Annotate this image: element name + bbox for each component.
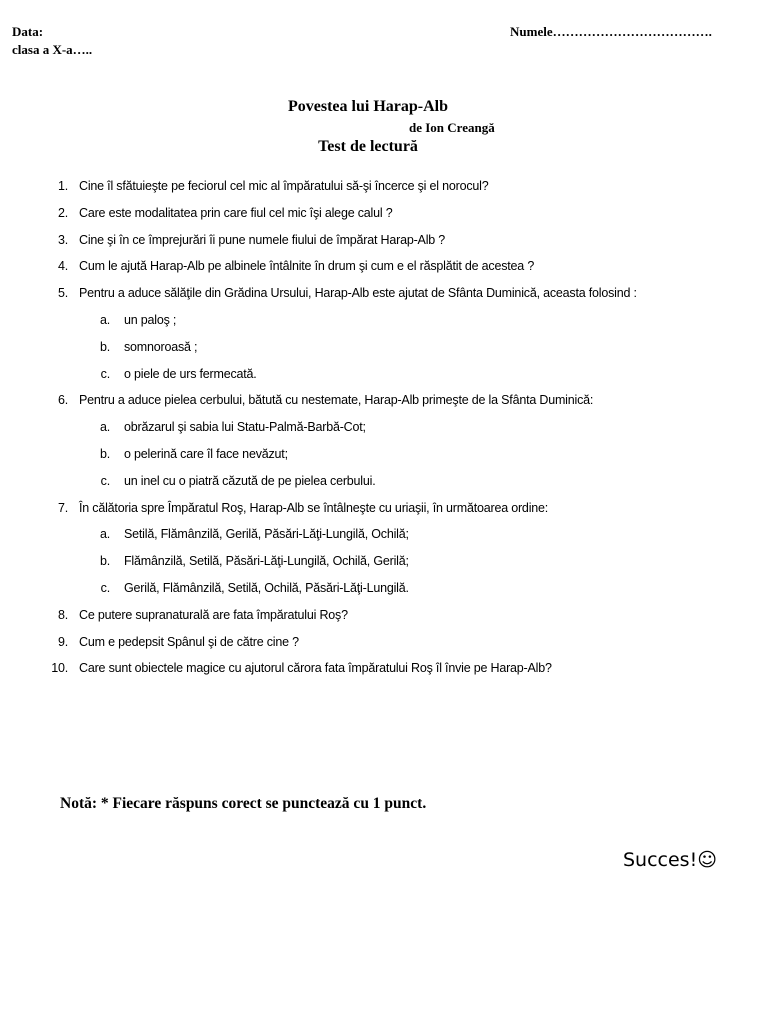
- question-number: 9.: [57, 634, 68, 649]
- option-letter: c.: [100, 473, 110, 488]
- author-line: de Ion Creangă: [409, 120, 495, 135]
- option-text: o piele de urs fermecată.: [124, 366, 257, 381]
- question-number: 10.: [51, 661, 68, 676]
- question-text: Ce putere supranaturală are fata împăratului Roş?: [79, 607, 348, 622]
- option-letter: b.: [99, 339, 110, 354]
- question-number: 6.: [57, 393, 68, 408]
- question-number: 7.: [57, 500, 68, 515]
- option-text: un inel cu o piatră căzută de pe pielea cerbului.: [124, 473, 376, 488]
- option-letter: a.: [99, 527, 110, 542]
- test-subtitle: Test de lectură: [318, 138, 418, 155]
- question-number: 1.: [57, 179, 68, 193]
- option-text: o pelerină care îl face nevăzut;: [124, 447, 288, 461]
- good-luck-message: Succes!☺: [623, 849, 718, 871]
- option-letter: c.: [100, 366, 110, 381]
- option-letter: c.: [100, 581, 110, 595]
- question-number: 8.: [57, 607, 68, 622]
- document-title: Povestea lui Harap-Alb: [288, 98, 448, 115]
- option-text: Flămânzilă, Setilă, Păsări-Lăţi-Lungilă, Ochilă, Gerilă;: [124, 554, 409, 569]
- question-number: 3.: [57, 232, 68, 247]
- option-text: un paloş ;: [124, 313, 177, 327]
- option-letter: b.: [99, 447, 110, 461]
- question-text: Care este modalitatea prin care fiul cel mic îşi alege calul ?: [79, 205, 393, 220]
- option-text: Gerilă, Flămânzilă, Setilă, Ochilă, Păsări-Lăţi-Lungilă.: [124, 581, 409, 595]
- question-number: 2.: [57, 205, 68, 220]
- option-text: Setilă, Flămânzilă, Gerilă, Păsări-Lăţi-Lungilă, Ochilă;: [124, 527, 409, 542]
- option-text: somnoroasă ;: [124, 339, 198, 354]
- question-number: 5.: [57, 286, 68, 301]
- name-label: Numele……………………………….: [510, 24, 712, 39]
- question-text: Cum le ajută Harap-Alb pe albinele întâlnite în drum şi cum e el răsplătit de acestea ?: [79, 259, 535, 274]
- question-number: 4.: [57, 259, 68, 274]
- question-text: În călătoria spre Împăratul Roş, Harap-Alb se întâlneşte cu uriaşii, în următoarea ordine:: [79, 500, 549, 515]
- question-text: Pentru a aduce sălăţile din Grădina Ursului, Harap-Alb este ajutat de Sfânta Duminică, aceasta folosind :: [79, 286, 637, 301]
- question-text: Cine îl sfătuieşte pe feciorul cel mic al împăratului să-şi încerce şi el norocul?: [79, 179, 489, 193]
- question-text: Care sunt obiectele magice cu ajutorul cărora fata împăratului Roş îl învie pe Harap-Alb?: [79, 661, 552, 676]
- class-label: clasa a X-a…..: [12, 42, 93, 57]
- date-label: Data:: [12, 24, 44, 39]
- question-text: Cum e pedepsit Spânul şi de către cine ?: [79, 634, 299, 649]
- grading-note: Notă: * Fiecare răspuns corect se punctează cu 1 punct.: [60, 795, 427, 812]
- question-text: Cine şi în ce împrejurări îi pune numele fiului de împărat Harap-Alb ?: [79, 232, 446, 247]
- option-letter: a.: [99, 420, 110, 435]
- option-letter: a.: [99, 313, 110, 327]
- option-letter: b.: [99, 554, 110, 569]
- question-text: Pentru a aduce pielea cerbului, bătută cu nestemate, Harap-Alb primeşte de la Sfânta Duminică:: [79, 393, 594, 408]
- option-text: obrăzarul şi sabia lui Statu-Palmă-Barbă-Cot;: [124, 420, 366, 435]
